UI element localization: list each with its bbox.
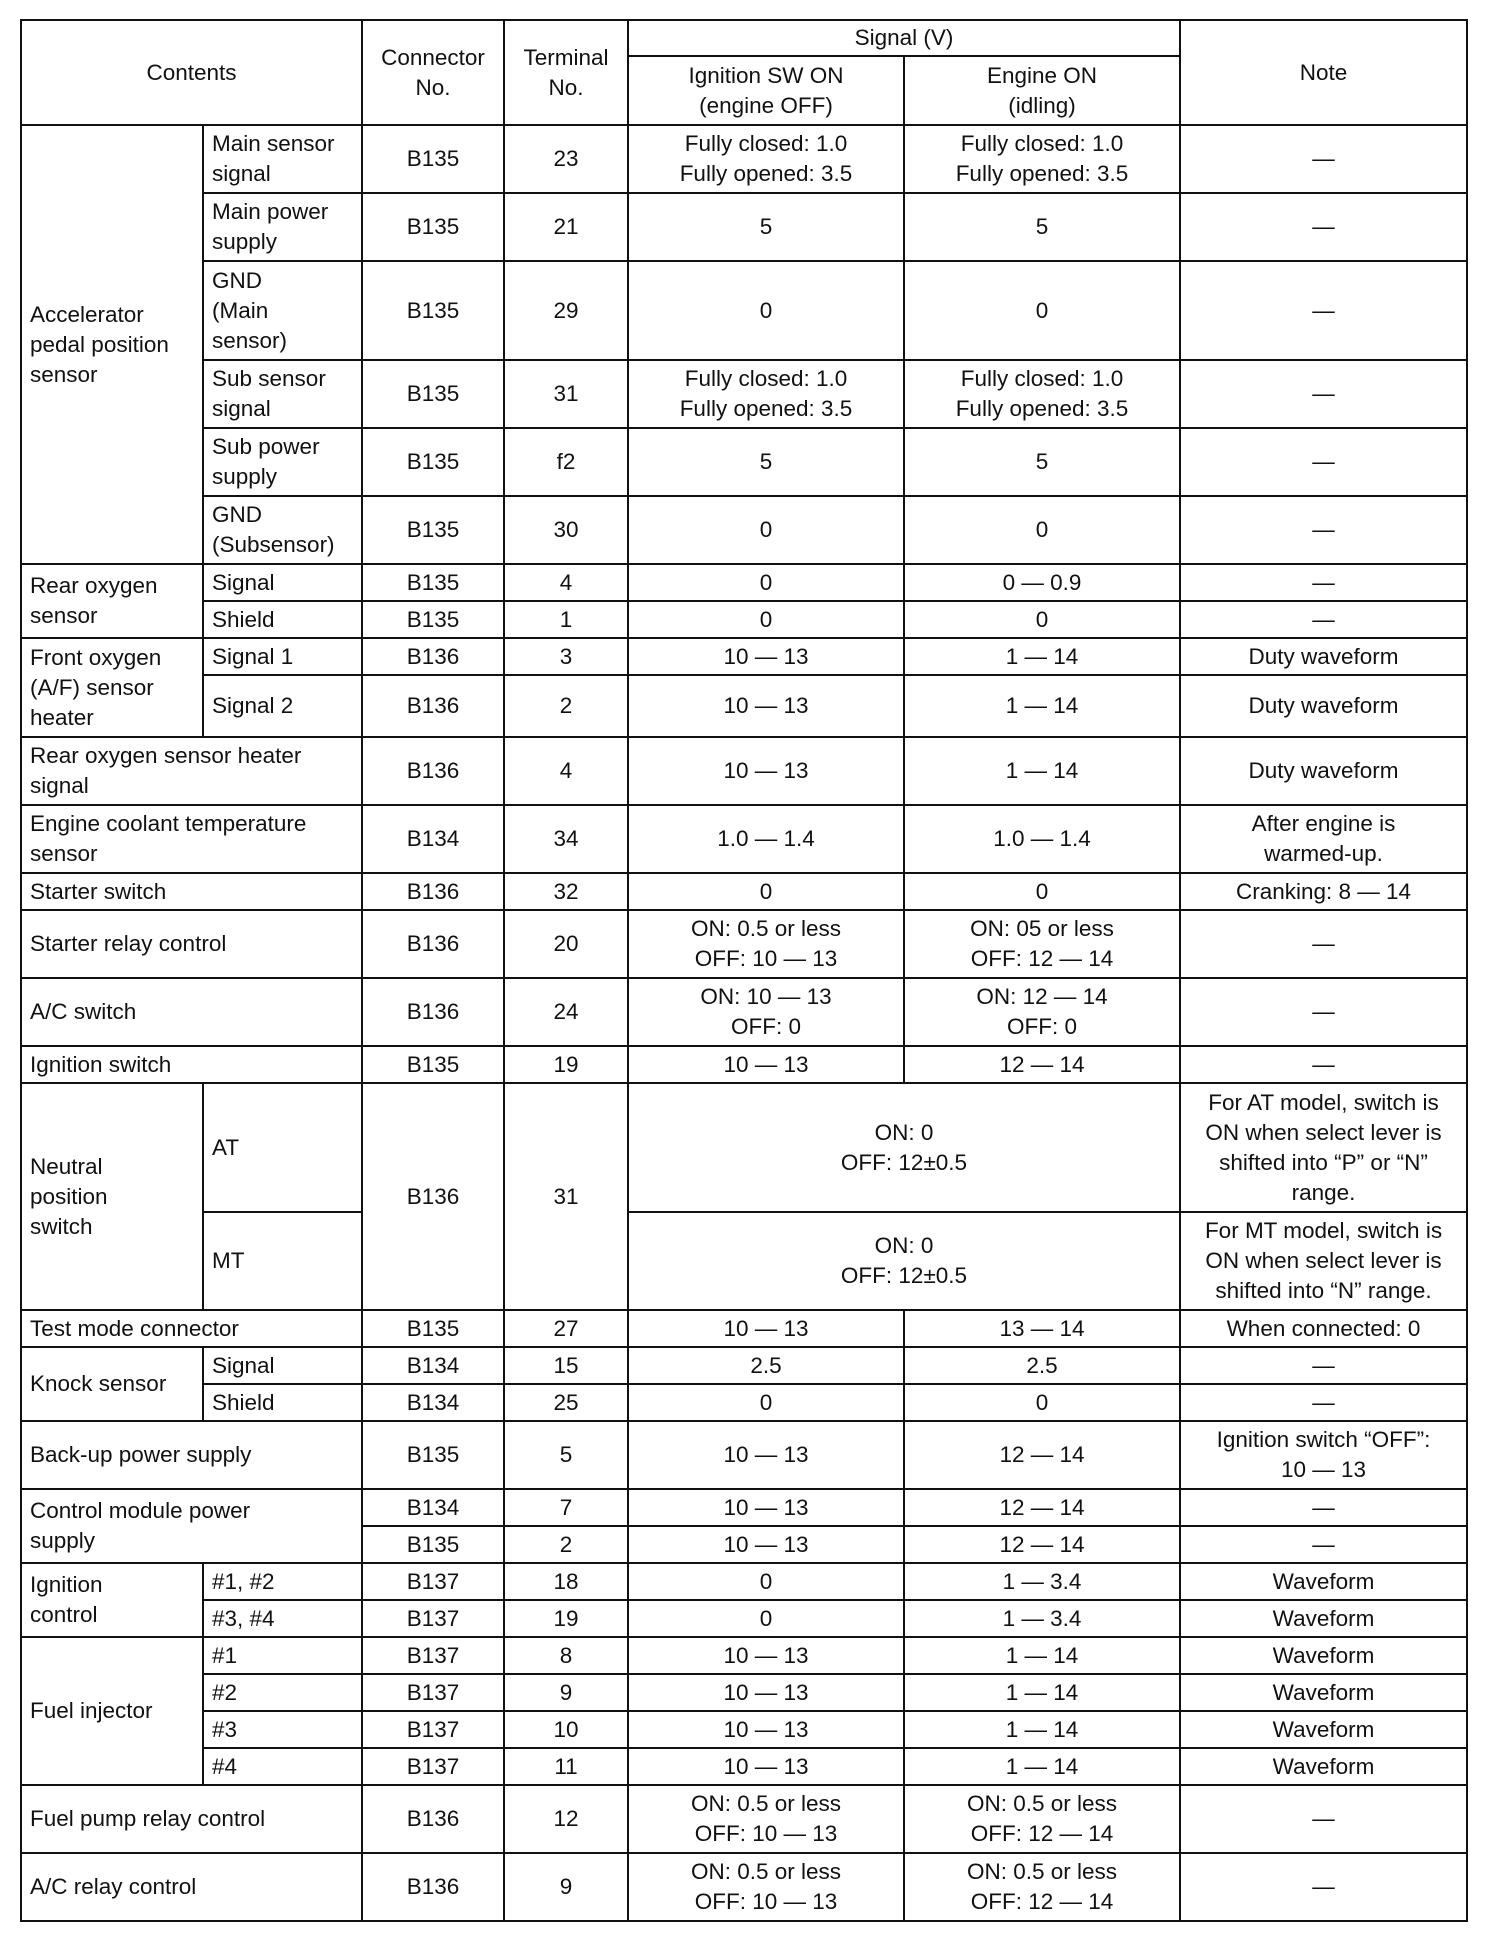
signal-ignition-sw-on: 0 — [628, 261, 904, 360]
sub-label: Shield — [203, 601, 362, 638]
terminal-no: 21 — [504, 193, 628, 261]
connector-no: B136 — [362, 1785, 504, 1853]
note: Waveform — [1180, 1711, 1467, 1748]
note: Duty waveform — [1180, 675, 1467, 737]
connector-no: B135 — [362, 1421, 504, 1489]
note: — — [1180, 261, 1467, 360]
note: For AT model, switch is ON when select lever is shifted into “P” or “N” range. — [1180, 1083, 1467, 1212]
signal-engine-on: 1 — 14 — [904, 737, 1180, 805]
terminal-no: 11 — [504, 1748, 628, 1785]
row-label: Starter switch — [21, 873, 362, 910]
terminal-no: 5 — [504, 1421, 628, 1489]
sub-label: Signal — [203, 564, 362, 601]
table-row — [21, 1711, 1467, 1748]
header-ignition-sw-on: Ignition SW ON (engine OFF) — [628, 56, 904, 125]
header-terminal-no: Terminal No. — [504, 20, 628, 125]
signal-engine-on: ON: 0.5 or less OFF: 12 — 14 — [904, 1785, 1180, 1853]
terminal-no: 9 — [504, 1674, 628, 1711]
note: Cranking: 8 — 14 — [1180, 873, 1467, 910]
signal-ignition-sw-on: 0 — [628, 564, 904, 601]
terminal-no: 18 — [504, 1563, 628, 1600]
signal-engine-on: 5 — [904, 193, 1180, 261]
connector-no: B137 — [362, 1674, 504, 1711]
signal-engine-on: 0 — [904, 873, 1180, 910]
terminal-no: 12 — [504, 1785, 628, 1853]
signal-ignition-sw-on: 5 — [628, 428, 904, 496]
table-row — [21, 601, 1467, 638]
signal-ignition-sw-on: ON: 0.5 or less OFF: 10 — 13 — [628, 1853, 904, 1921]
signal-engine-on: ON: 0.5 or less OFF: 12 — 14 — [904, 1853, 1180, 1921]
header-engine-on: Engine ON (idling) — [904, 56, 1180, 125]
table-row — [21, 125, 1467, 193]
connector-no: B134 — [362, 1384, 504, 1421]
note: — — [1180, 125, 1467, 193]
row-label: Fuel pump relay control — [21, 1785, 362, 1853]
sub-label: #1 — [203, 1637, 362, 1674]
signal-engine-on: 12 — 14 — [904, 1046, 1180, 1083]
note: — — [1180, 1785, 1467, 1853]
connector-no: B136 — [362, 978, 504, 1046]
connector-no: B135 — [362, 564, 504, 601]
row-label: Engine coolant temperature sensor — [21, 805, 362, 873]
connector-no: B136 — [362, 1083, 504, 1310]
note: Waveform — [1180, 1674, 1467, 1711]
table-row — [21, 1083, 1467, 1212]
note: Waveform — [1180, 1563, 1467, 1600]
table-row — [21, 910, 1467, 978]
table-row — [21, 1489, 1467, 1526]
table-row — [21, 675, 1467, 737]
row-label: A/C switch — [21, 978, 362, 1046]
signal-ignition-sw-on: 0 — [628, 496, 904, 564]
note: — — [1180, 193, 1467, 261]
row-label: Ignition switch — [21, 1046, 362, 1083]
connector-no: B137 — [362, 1748, 504, 1785]
connector-no: B136 — [362, 675, 504, 737]
terminal-no: 31 — [504, 1083, 628, 1310]
signal-ignition-sw-on: 0 — [628, 1600, 904, 1637]
signal-engine-on: 1 — 14 — [904, 1637, 1180, 1674]
terminal-no: 32 — [504, 873, 628, 910]
table-row — [21, 638, 1467, 675]
signal-engine-on: 1 — 3.4 — [904, 1563, 1180, 1600]
sub-label: Sub sensor signal — [203, 360, 362, 428]
table-row — [21, 1600, 1467, 1637]
note: — — [1180, 601, 1467, 638]
table-row — [21, 428, 1467, 496]
note: — — [1180, 1046, 1467, 1083]
note: — — [1180, 978, 1467, 1046]
table-row — [21, 261, 1467, 360]
table-row — [21, 1637, 1467, 1674]
connector-no: B134 — [362, 1347, 504, 1384]
signal-ignition-sw-on: 0 — [628, 873, 904, 910]
sub-label: #4 — [203, 1748, 362, 1785]
table-row — [21, 1046, 1467, 1083]
signal-ignition-sw-on: 10 — 13 — [628, 638, 904, 675]
signal-ignition-sw-on: ON: 0.5 or less OFF: 10 — 13 — [628, 1785, 904, 1853]
table-row — [21, 1748, 1467, 1785]
note: After engine is warmed-up. — [1180, 805, 1467, 873]
table-row — [21, 805, 1467, 873]
signal-engine-on: 0 — [904, 261, 1180, 360]
connector-no: B137 — [362, 1637, 504, 1674]
table-row — [21, 873, 1467, 910]
sub-label: Signal 1 — [203, 638, 362, 675]
signal-engine-on: 1 — 3.4 — [904, 1600, 1180, 1637]
sub-label: #3 — [203, 1711, 362, 1748]
terminal-no: 10 — [504, 1711, 628, 1748]
row-label: Back-up power supply — [21, 1421, 362, 1489]
connector-no: B135 — [362, 1310, 504, 1347]
signal-engine-on: 0 — [904, 601, 1180, 638]
sub-label: #1, #2 — [203, 1563, 362, 1600]
note: Duty waveform — [1180, 737, 1467, 805]
connector-no: B135 — [362, 1046, 504, 1083]
table-body — [21, 125, 1467, 1921]
connector-no: B136 — [362, 873, 504, 910]
note: — — [1180, 1526, 1467, 1563]
terminal-no: 24 — [504, 978, 628, 1046]
table-row — [21, 496, 1467, 564]
signal-engine-on: 12 — 14 — [904, 1526, 1180, 1563]
terminal-no: 2 — [504, 1526, 628, 1563]
signal-engine-on: 12 — 14 — [904, 1421, 1180, 1489]
signal-ignition-sw-on: 10 — 13 — [628, 1674, 904, 1711]
connector-no: B136 — [362, 910, 504, 978]
connector-no: B136 — [362, 638, 504, 675]
row-label: Starter relay control — [21, 910, 362, 978]
group-label: Front oxygen (A/F) sensor heater — [21, 638, 203, 737]
signal-table — [20, 19, 1468, 1922]
terminal-no: 25 — [504, 1384, 628, 1421]
connector-no: B135 — [362, 1526, 504, 1563]
signal-engine-on: Fully closed: 1.0 Fully opened: 3.5 — [904, 125, 1180, 193]
group-label: Fuel injector — [21, 1637, 203, 1785]
note: For MT model, switch is ON when select lever is shifted into “N” range. — [1180, 1212, 1467, 1310]
terminal-no: f2 — [504, 428, 628, 496]
signal-ignition-sw-on: Fully closed: 1.0 Fully opened: 3.5 — [628, 125, 904, 193]
table-row — [21, 1310, 1467, 1347]
terminal-no: 9 — [504, 1853, 628, 1921]
table-row — [21, 1421, 1467, 1489]
sub-label: Signal — [203, 1347, 362, 1384]
signal-ignition-sw-on: 10 — 13 — [628, 1489, 904, 1526]
terminal-no: 4 — [504, 564, 628, 601]
note: Waveform — [1180, 1637, 1467, 1674]
signal-combined: ON: 0 OFF: 12±0.5 — [628, 1212, 1180, 1310]
connector-no: B136 — [362, 1853, 504, 1921]
signal-engine-on: 0 — [904, 1384, 1180, 1421]
row-label: A/C relay control — [21, 1853, 362, 1921]
table-row — [21, 1347, 1467, 1384]
signal-engine-on: 13 — 14 — [904, 1310, 1180, 1347]
connector-no: B135 — [362, 496, 504, 564]
signal-ignition-sw-on: 10 — 13 — [628, 1421, 904, 1489]
sub-label: Main sensor signal — [203, 125, 362, 193]
row-label: Control module power supply — [21, 1489, 362, 1563]
signal-engine-on: 12 — 14 — [904, 1489, 1180, 1526]
table-row — [21, 1853, 1467, 1921]
terminal-no: 3 — [504, 638, 628, 675]
sub-label: Main power supply — [203, 193, 362, 261]
header-note: Note — [1180, 20, 1467, 125]
terminal-no: 7 — [504, 1489, 628, 1526]
terminal-no: 15 — [504, 1347, 628, 1384]
signal-ignition-sw-on: 1.0 — 1.4 — [628, 805, 904, 873]
sub-label: #3, #4 — [203, 1600, 362, 1637]
table-row — [21, 1785, 1467, 1853]
terminal-no: 20 — [504, 910, 628, 978]
row-label: Rear oxygen sensor heater signal — [21, 737, 362, 805]
signal-engine-on: 1.0 — 1.4 — [904, 805, 1180, 873]
note: — — [1180, 1853, 1467, 1921]
signal-engine-on: 1 — 14 — [904, 675, 1180, 737]
signal-ignition-sw-on: 0 — [628, 1563, 904, 1600]
sub-label: GND (Subsensor) — [203, 496, 362, 564]
connector-no: B135 — [362, 601, 504, 638]
connector-no: B135 — [362, 261, 504, 360]
sub-label: #2 — [203, 1674, 362, 1711]
table-row — [21, 978, 1467, 1046]
table-row — [21, 737, 1467, 805]
note: — — [1180, 1347, 1467, 1384]
group-label: Ignition control — [21, 1563, 203, 1637]
header-contents: Contents — [21, 20, 362, 125]
connector-no: B137 — [362, 1711, 504, 1748]
signal-engine-on: ON: 12 — 14 OFF: 0 — [904, 978, 1180, 1046]
signal-engine-on: 0 — [904, 496, 1180, 564]
signal-engine-on: 5 — [904, 428, 1180, 496]
signal-engine-on: 1 — 14 — [904, 1674, 1180, 1711]
terminal-no: 19 — [504, 1600, 628, 1637]
table-row — [21, 360, 1467, 428]
terminal-no: 19 — [504, 1046, 628, 1083]
sub-label: GND (Main sensor) — [203, 261, 362, 360]
row-label: Test mode connector — [21, 1310, 362, 1347]
table-row — [21, 193, 1467, 261]
signal-ignition-sw-on: ON: 0.5 or less OFF: 10 — 13 — [628, 910, 904, 978]
signal-engine-on: 2.5 — [904, 1347, 1180, 1384]
table-row — [21, 1563, 1467, 1600]
note: When connected: 0 — [1180, 1310, 1467, 1347]
connector-no: B134 — [362, 1489, 504, 1526]
signal-engine-on: ON: 05 or less OFF: 12 — 14 — [904, 910, 1180, 978]
header-connector-no: Connector No. — [362, 20, 504, 125]
signal-ignition-sw-on: 5 — [628, 193, 904, 261]
connector-no: B135 — [362, 360, 504, 428]
connector-no: B135 — [362, 193, 504, 261]
connector-no: B135 — [362, 125, 504, 193]
terminal-no: 30 — [504, 496, 628, 564]
sub-label: Signal 2 — [203, 675, 362, 737]
terminal-no: 34 — [504, 805, 628, 873]
note: — — [1180, 1384, 1467, 1421]
sub-label: AT — [203, 1083, 362, 1212]
note: — — [1180, 910, 1467, 978]
signal-combined: ON: 0 OFF: 12±0.5 — [628, 1083, 1180, 1212]
terminal-no: 8 — [504, 1637, 628, 1674]
table-row — [21, 1674, 1467, 1711]
signal-engine-on: 1 — 14 — [904, 1748, 1180, 1785]
sub-label: MT — [203, 1212, 362, 1310]
group-label: Accelerator pedal position sensor — [21, 125, 203, 564]
note: Waveform — [1180, 1748, 1467, 1785]
signal-engine-on: 1 — 14 — [904, 1711, 1180, 1748]
terminal-no: 31 — [504, 360, 628, 428]
signal-ignition-sw-on: Fully closed: 1.0 Fully opened: 3.5 — [628, 360, 904, 428]
note: — — [1180, 1489, 1467, 1526]
connector-no: B136 — [362, 737, 504, 805]
signal-ignition-sw-on: 0 — [628, 1384, 904, 1421]
note: Waveform — [1180, 1600, 1467, 1637]
connector-no: B137 — [362, 1563, 504, 1600]
signal-ignition-sw-on: 10 — 13 — [628, 1046, 904, 1083]
signal-ignition-sw-on: 10 — 13 — [628, 1637, 904, 1674]
connector-no: B137 — [362, 1600, 504, 1637]
note: Ignition switch “OFF”: 10 — 13 — [1180, 1421, 1467, 1489]
note: — — [1180, 564, 1467, 601]
sub-label: Sub power supply — [203, 428, 362, 496]
table-row — [21, 1212, 1467, 1310]
note: — — [1180, 428, 1467, 496]
note: Duty waveform — [1180, 638, 1467, 675]
signal-ignition-sw-on: 10 — 13 — [628, 1748, 904, 1785]
signal-ignition-sw-on: 2.5 — [628, 1347, 904, 1384]
group-label: Knock sensor — [21, 1347, 203, 1421]
signal-ignition-sw-on: 10 — 13 — [628, 1526, 904, 1563]
signal-engine-on: 1 — 14 — [904, 638, 1180, 675]
table-row — [21, 564, 1467, 601]
signal-engine-on: Fully closed: 1.0 Fully opened: 3.5 — [904, 360, 1180, 428]
group-label: Neutral position switch — [21, 1083, 203, 1310]
table-row — [21, 1384, 1467, 1421]
signal-engine-on: 0 — 0.9 — [904, 564, 1180, 601]
terminal-no: 27 — [504, 1310, 628, 1347]
header-signal: Signal (V) — [628, 20, 1180, 56]
terminal-no: 1 — [504, 601, 628, 638]
sub-label: Shield — [203, 1384, 362, 1421]
signal-ignition-sw-on: ON: 10 — 13 OFF: 0 — [628, 978, 904, 1046]
signal-ignition-sw-on: 0 — [628, 601, 904, 638]
terminal-no: 2 — [504, 675, 628, 737]
signal-ignition-sw-on: 10 — 13 — [628, 1310, 904, 1347]
terminal-no: 4 — [504, 737, 628, 805]
connector-no: B135 — [362, 428, 504, 496]
signal-ignition-sw-on: 10 — 13 — [628, 737, 904, 805]
note: — — [1180, 496, 1467, 564]
terminal-no: 29 — [504, 261, 628, 360]
note: — — [1180, 360, 1467, 428]
signal-ignition-sw-on: 10 — 13 — [628, 1711, 904, 1748]
connector-no: B134 — [362, 805, 504, 873]
terminal-no: 23 — [504, 125, 628, 193]
group-label: Rear oxygen sensor — [21, 564, 203, 638]
signal-ignition-sw-on: 10 — 13 — [628, 675, 904, 737]
